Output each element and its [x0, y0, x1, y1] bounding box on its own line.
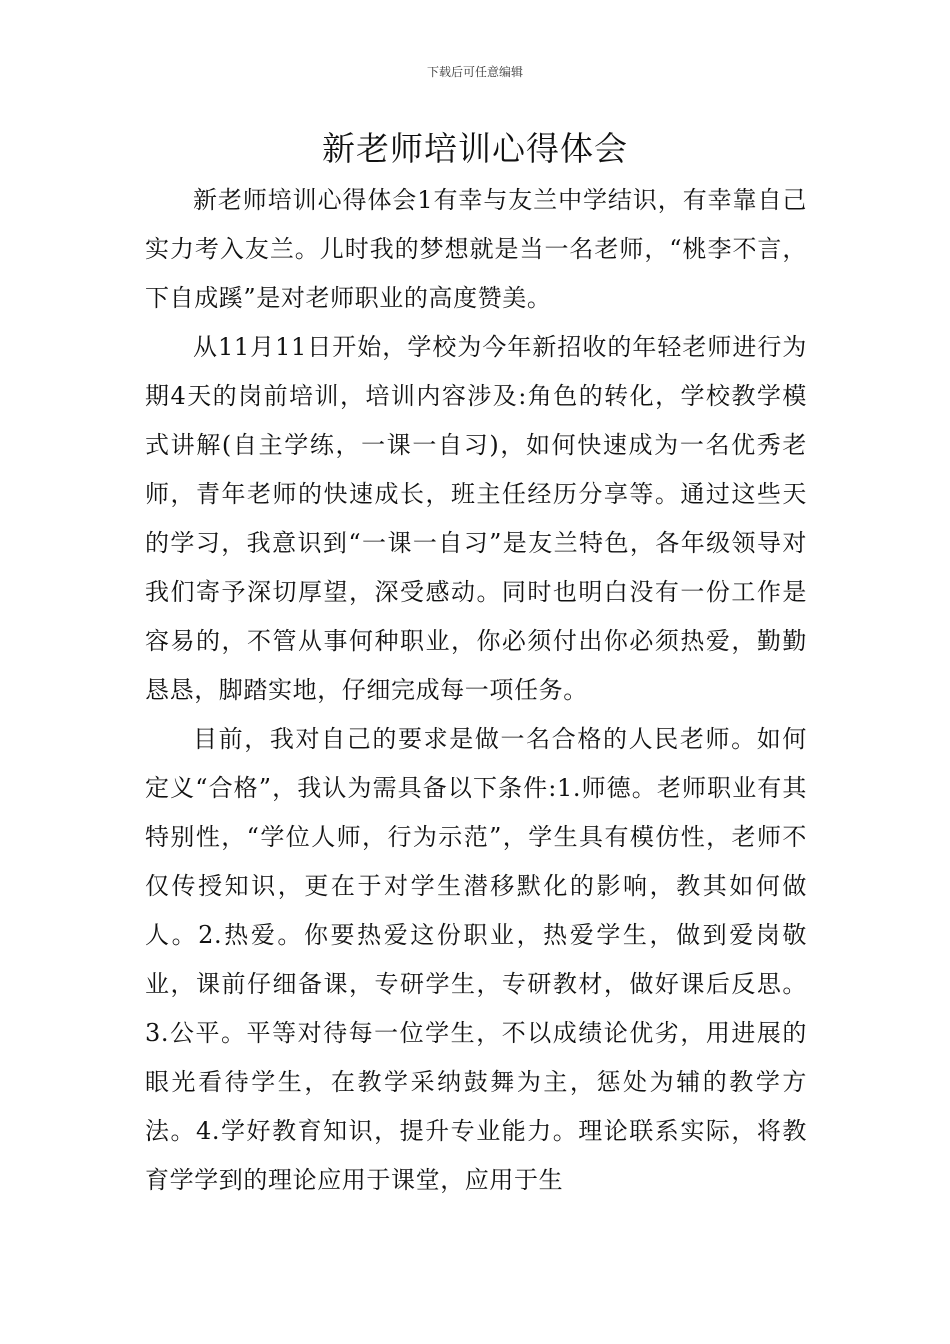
paragraph-3: 目前，我对自己的要求是做一名合格的人民老师。如何定义“合格”，我认为需具备以下条件:1.师德。老师职业有其特别性，“学位人师，行为示范”，学生具有模仿性，老师不仅传授知识，更在于对学生潜移默化的影响，教其如何做人。2.热爱。你要热爱这份职业，热爱学生，做到爱岗敬业，课前仔细备课，专研学生，专研教材，做好课后反思。3.公平。平等对待每一位学生，不以成绩论优劣，用进展的眼光看待学生，在教学采纳鼓舞为主，惩处为辅的教学方法。4.学好教育知识，提升专业能力。理论联系实际，将教育学学到的理论应用于课堂，应用于生: [145, 725, 807, 1194]
paragraph-1: 新老师培训心得体会1有幸与友兰中学结识，有幸靠自己实力考入友兰。儿时我的梦想就是当一名老师，“桃李不言，下自成蹊”是对老师职业的高度赞美。: [145, 186, 807, 312]
header-note: 下载后可任意编辑: [426, 65, 523, 79]
document-body: [145, 176, 807, 1205]
paragraph-2: 从11月11日开始，学校为今年新招收的年轻老师进行为期4天的岗前培训，培训内容涉及:角色的转化，学校教学模式讲解(自主学练，一课一自习)，如何快速成为一名优秀老师，青年老师的快速成长，班主任经历分享等。通过这些天的学习，我意识到“一课一自习”是友兰特色，各年级领导对我们寄予深切厚望，深受感动。同时也明白没有一份工作是容易的，不管从事何种职业，你必须付出你必须热爱，勤勤恳恳，脚踏实地，仔细完成每一项任务。: [145, 333, 807, 704]
page-title: 新老师培训心得体会: [322, 129, 628, 168]
